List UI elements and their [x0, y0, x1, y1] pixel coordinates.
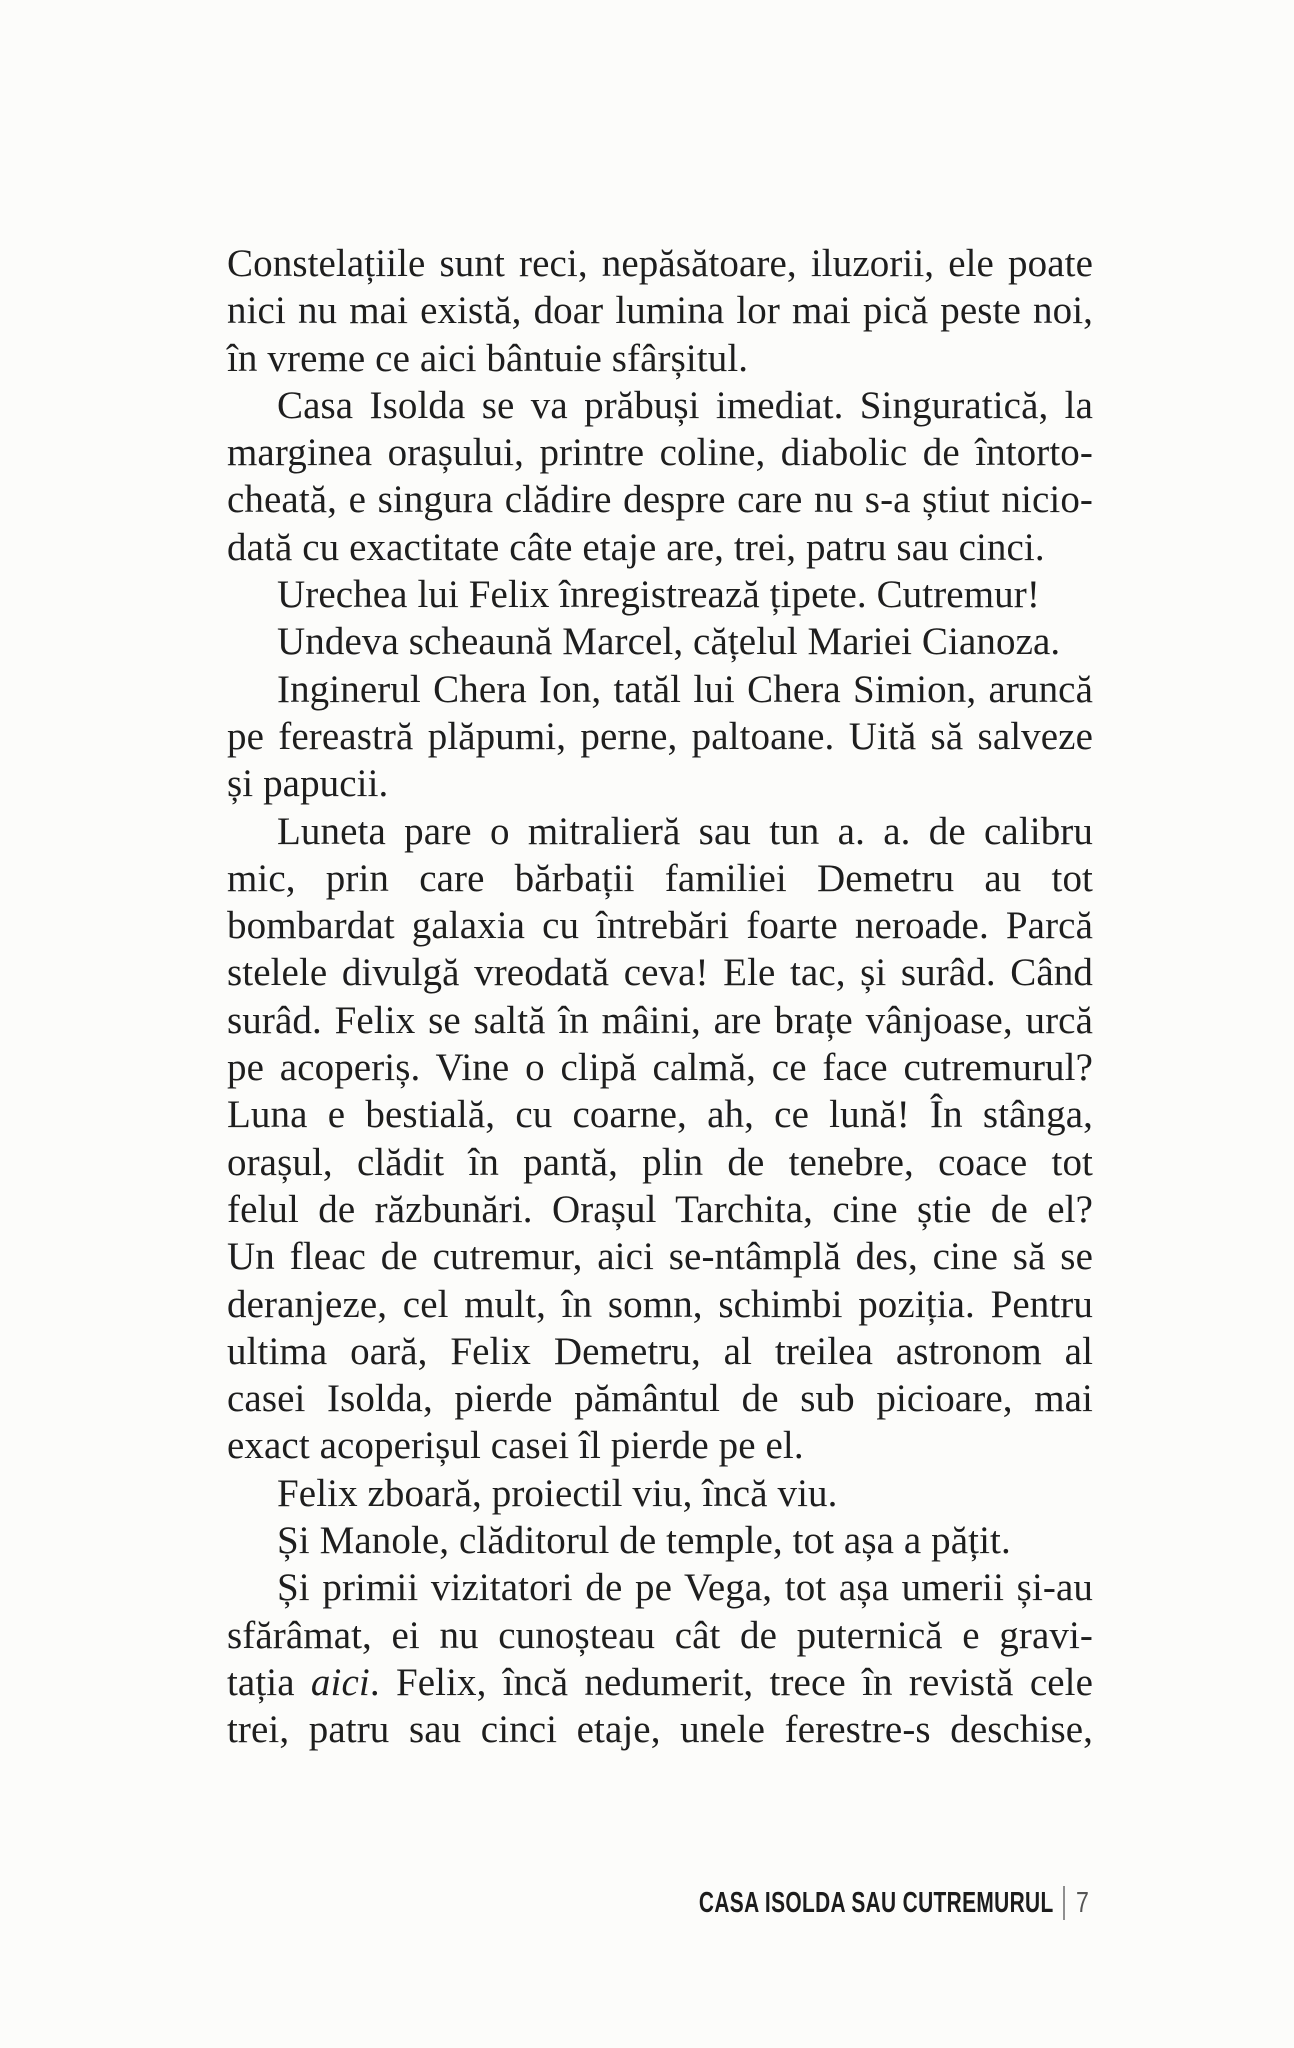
- text-line: [227, 1375, 1093, 1422]
- text-segment: mic, prin care bărbații familiei Demetru au tot: [227, 856, 1093, 900]
- text-segment: pe fereastră plăpumi, perne, paltoane. Uită să salveze: [227, 714, 1093, 758]
- text-line: [227, 1470, 1093, 1517]
- text-segment: Un fleac de cutremur, aici se-ntâmplă des, cine să se: [227, 1235, 1093, 1279]
- footer-title: CASA ISOLDA SAU CUTREMURUL: [699, 1886, 1054, 1919]
- text-line: [227, 997, 1093, 1044]
- text-segment: nici nu mai există, doar lumina lor mai pică peste noi,: [227, 289, 1093, 333]
- italic-word: aici: [310, 1660, 370, 1704]
- text-segment: sfărâmat, ei nu cunoșteau cât de puternică e gravi-: [227, 1613, 1093, 1657]
- text-segment: deranjeze, cel mult, în somn, schimbi poziția. Pentru: [227, 1282, 1093, 1326]
- text-line: [227, 335, 1093, 382]
- text-segment: Casa Isolda se va prăbuși imediat. Singuratică, la: [277, 383, 1093, 427]
- text-segment: bombardat galaxia cu întrebări foarte neroade. Parcă: [227, 904, 1093, 948]
- text-line: [227, 1186, 1093, 1233]
- text-segment: ultima oară, Felix Demetru, al treilea astronom al: [227, 1329, 1093, 1373]
- text-segment: cheată, e singura clădire despre care nu s-a știut nicio-: [227, 478, 1093, 522]
- text-segment: casei Isolda, pierde pământul de sub picioare, mai: [227, 1377, 1093, 1421]
- text-line: [227, 1612, 1093, 1659]
- text-line: [227, 808, 1093, 855]
- text-line: [227, 949, 1093, 996]
- text-line: [227, 713, 1093, 760]
- text-segment: surâd. Felix se saltă în mâini, are brațe vânjoase, urcă: [227, 998, 1093, 1042]
- text-line: [227, 1091, 1093, 1138]
- text-line: [227, 476, 1093, 523]
- text-segment: în vreme ce aici bântuie sfârșitul.: [227, 336, 749, 380]
- text-segment: pe acoperiș. Vine o clipă calmă, ce face cutremurul?: [227, 1046, 1093, 1090]
- text-segment: Luna e bestială, cu coarne, ah, ce lună! În stânga,: [227, 1093, 1093, 1137]
- text-line: [227, 1281, 1093, 1328]
- text-line: [227, 1517, 1093, 1564]
- text-line: [227, 382, 1093, 429]
- text-segment: Luneta pare o mitralieră sau tun a. a. de calibru: [277, 809, 1093, 853]
- text-line: [227, 240, 1093, 287]
- text-segment: Undeva scheaună Marcel, cățelul Mariei Cianoza.: [277, 620, 1061, 664]
- text-line: [227, 524, 1093, 571]
- text-segment: exact acoperișul casei îl pierde pe el.: [227, 1424, 804, 1468]
- running-footer: [561, 1886, 1092, 1920]
- text-line: [227, 1044, 1093, 1091]
- text-line: [227, 571, 1093, 618]
- text-segment: Constelațiile sunt reci, nepăsătoare, iluzorii, ele poate: [227, 242, 1093, 285]
- text-line: [227, 760, 1093, 807]
- page-number: 7: [1075, 1886, 1089, 1919]
- text-segment: . Felix, încă nedumerit, trece în revistă cele: [369, 1660, 1093, 1704]
- text-line: [227, 1659, 1093, 1706]
- text-segment: Inginerul Chera Ion, tatăl lui Chera Simion, aruncă: [277, 667, 1093, 711]
- text-line: [227, 1233, 1093, 1280]
- text-line: [227, 618, 1093, 665]
- text-line: [227, 1422, 1093, 1469]
- text-line: [227, 855, 1093, 902]
- text-segment: Și Manole, clăditorul de temple, tot așa a pățit.: [277, 1519, 1011, 1563]
- text-segment: orașul, clădit în pantă, plin de tenebre, coace tot: [227, 1140, 1093, 1184]
- text-line: [227, 1564, 1093, 1611]
- text-segment: Felix zboară, proiectil viu, încă viu.: [277, 1471, 838, 1515]
- text-segment: trei, patru sau cinci etaje, unele ferestre-s deschise,: [227, 1708, 1093, 1752]
- text-segment: felul de răzbunări. Orașul Tarchita, cine știe de el?: [227, 1187, 1093, 1231]
- text-segment: marginea orașului, printre coline, diabolic de întorto-: [227, 431, 1093, 475]
- text-segment: și papucii.: [227, 762, 389, 806]
- text-segment: stelele divulgă vreodată ceva! Ele tac, și surâd. Când: [227, 951, 1093, 995]
- text-segment: dată cu exactitate câte etaje are, trei, patru sau cinci.: [227, 525, 1045, 569]
- text-line: [227, 902, 1093, 949]
- text-segment: tația: [227, 1660, 311, 1704]
- text-line: [227, 429, 1093, 476]
- text-line: [227, 1706, 1093, 1753]
- text-line: [227, 287, 1093, 334]
- text-segment: Urechea lui Felix înregistrează țipete. Cutremur!: [277, 573, 1040, 617]
- text-line: [227, 1328, 1093, 1375]
- footer-separator: [1063, 1886, 1065, 1920]
- text-segment: Și primii vizitatori de pe Vega, tot așa umerii și-au: [277, 1566, 1093, 1610]
- body-text: [227, 240, 1093, 1754]
- text-line: [227, 666, 1093, 713]
- text-line: [227, 1139, 1093, 1186]
